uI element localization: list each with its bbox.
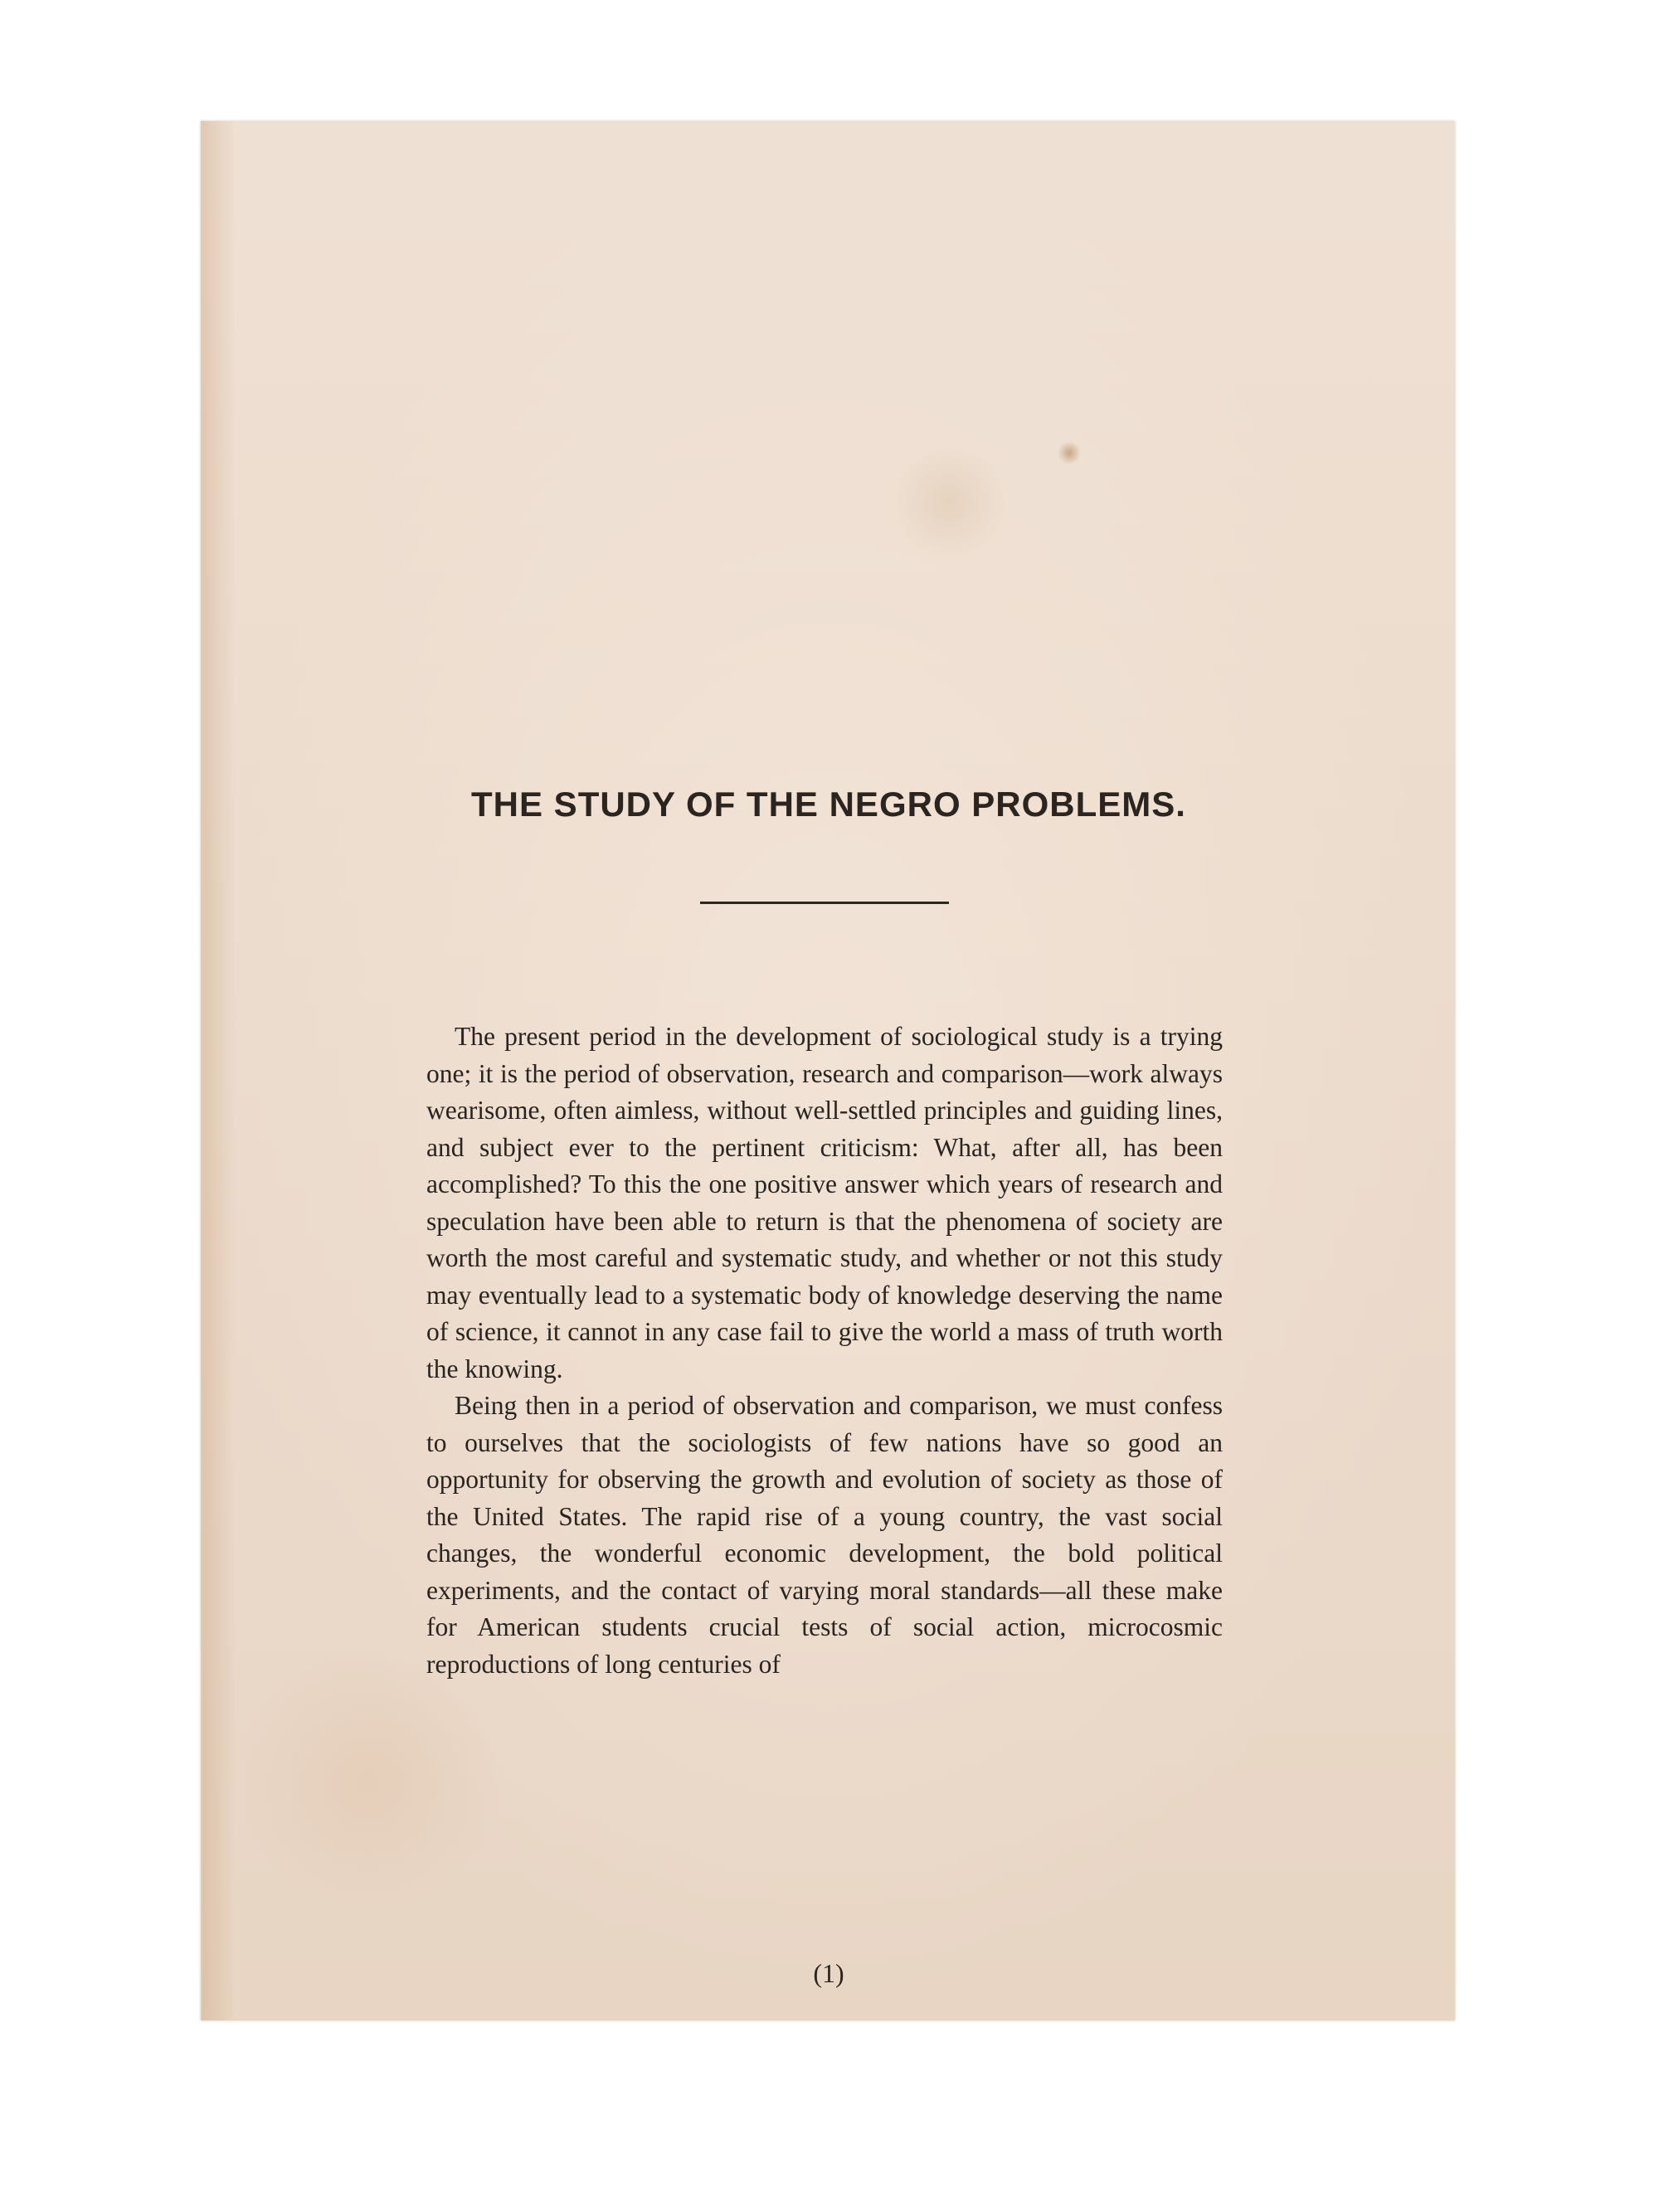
document-title: THE STUDY OF THE NEGRO PROBLEMS. (471, 785, 1186, 824)
paragraph-2: Being then in a period of observation and comparison, we must confess to ourselves that the sociologists of few nations have so good an opportunity for observing the growth and evolution of society as those of the United States. The rapid rise of a young country, the vast social changes, the wonderful economic development, the bold political experiments, and the contact of varying moral standards—all these make for American students crucial tests of social action, microcosmic reproductions of long centuries of (426, 1391, 1223, 1679)
body-text (426, 1018, 1223, 1683)
paragraph-1: The present period in the development of sociological study is a trying one; it is the period of observation, research and comparison—work always wearisome, often aimless, without well-settled principles and guiding lines, and subject ever to the pertinent criticism: What, after all, has been accomplished? To this the one positive answer which years of research and speculation have been able to return is that the phenomena of society are worth the most careful and systematic study, and whether or not this study may eventually lead to a systematic body of knowledge deserving the name of science, it cannot in any case fail to give the world a mass of truth worth the knowing. (426, 1022, 1223, 1383)
page-number: (1) (813, 1958, 844, 1988)
title-rule-divider (700, 902, 949, 904)
printed-page (201, 121, 1455, 2020)
